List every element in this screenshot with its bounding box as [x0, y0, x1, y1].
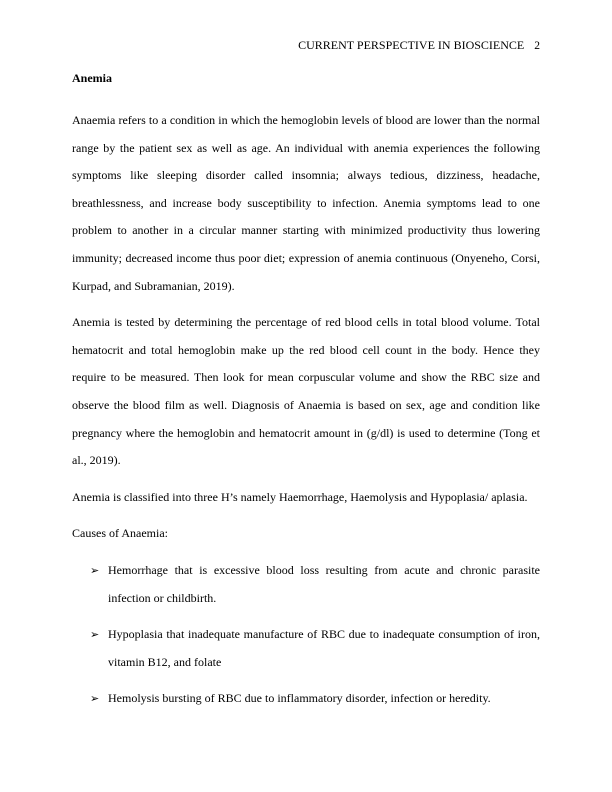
- list-item: [72, 685, 540, 713]
- list-item: [72, 557, 540, 612]
- running-title: CURRENT PERSPECTIVE IN BIOSCIENCE: [298, 38, 525, 52]
- running-header: [298, 38, 540, 53]
- page-number: 2: [534, 40, 540, 52]
- paragraph-diagnosis: Anemia is tested by determining the percentage of red blood cells in total blood volume. Total hematocrit and total hemoglobin make up the red blood cell count in the body. Hence they require to be measured. Then look for mean corpuscular volume and show the RBC size and observe the blood film as well. Diagnosis of Anaemia is based on sex, age and condition like pregnancy where the hemoglobin and hematocrit amount in (g/dl) is used to determine (Tong et al., 2019).: [72, 315, 540, 468]
- paragraph-classification: Anemia is classified into three H’s namely Haemorrhage, Haemolysis and Hypoplasia/ aplasia.: [72, 489, 528, 504]
- document-body: [72, 71, 540, 722]
- arrowhead-bullet-icon: ➢: [90, 563, 100, 577]
- section-title: Anemia: [72, 71, 112, 85]
- cause-text: Hemolysis bursting of RBC due to inflammatory disorder, infection or heredity.: [108, 691, 491, 706]
- cause-text: Hemorrhage that is excessive blood loss resulting from acute and chronic parasite infection or childbirth.: [108, 562, 540, 605]
- causes-list: [72, 557, 540, 713]
- list-item: [72, 621, 540, 676]
- paragraph-definition: Anaemia refers to a condition in which the hemoglobin levels of blood are lower than the normal range by the patient sex as well as age. An individual with anemia experiences the following symptoms like sleeping disorder called insomnia; always tedious, dizziness, headache, breathlessness, and increase body susceptibility to infection. Anemia symptoms lead to one problem to another in a circular manner starting with minimized productivity thus lowering immunity; decreased income thus poor diet; expression of anemia continuous (Onyeneho, Corsi, Kurpad, and Subramanian, 2019).: [72, 113, 540, 293]
- cause-text: Hypoplasia that inadequate manufacture of RBC due to inadequate consumption of iron, vitamin B12, and folate: [108, 627, 540, 669]
- arrowhead-bullet-icon: ➢: [90, 692, 100, 706]
- causes-heading: Causes of Anaemia:: [72, 526, 168, 541]
- arrowhead-bullet-icon: ➢: [90, 628, 100, 642]
